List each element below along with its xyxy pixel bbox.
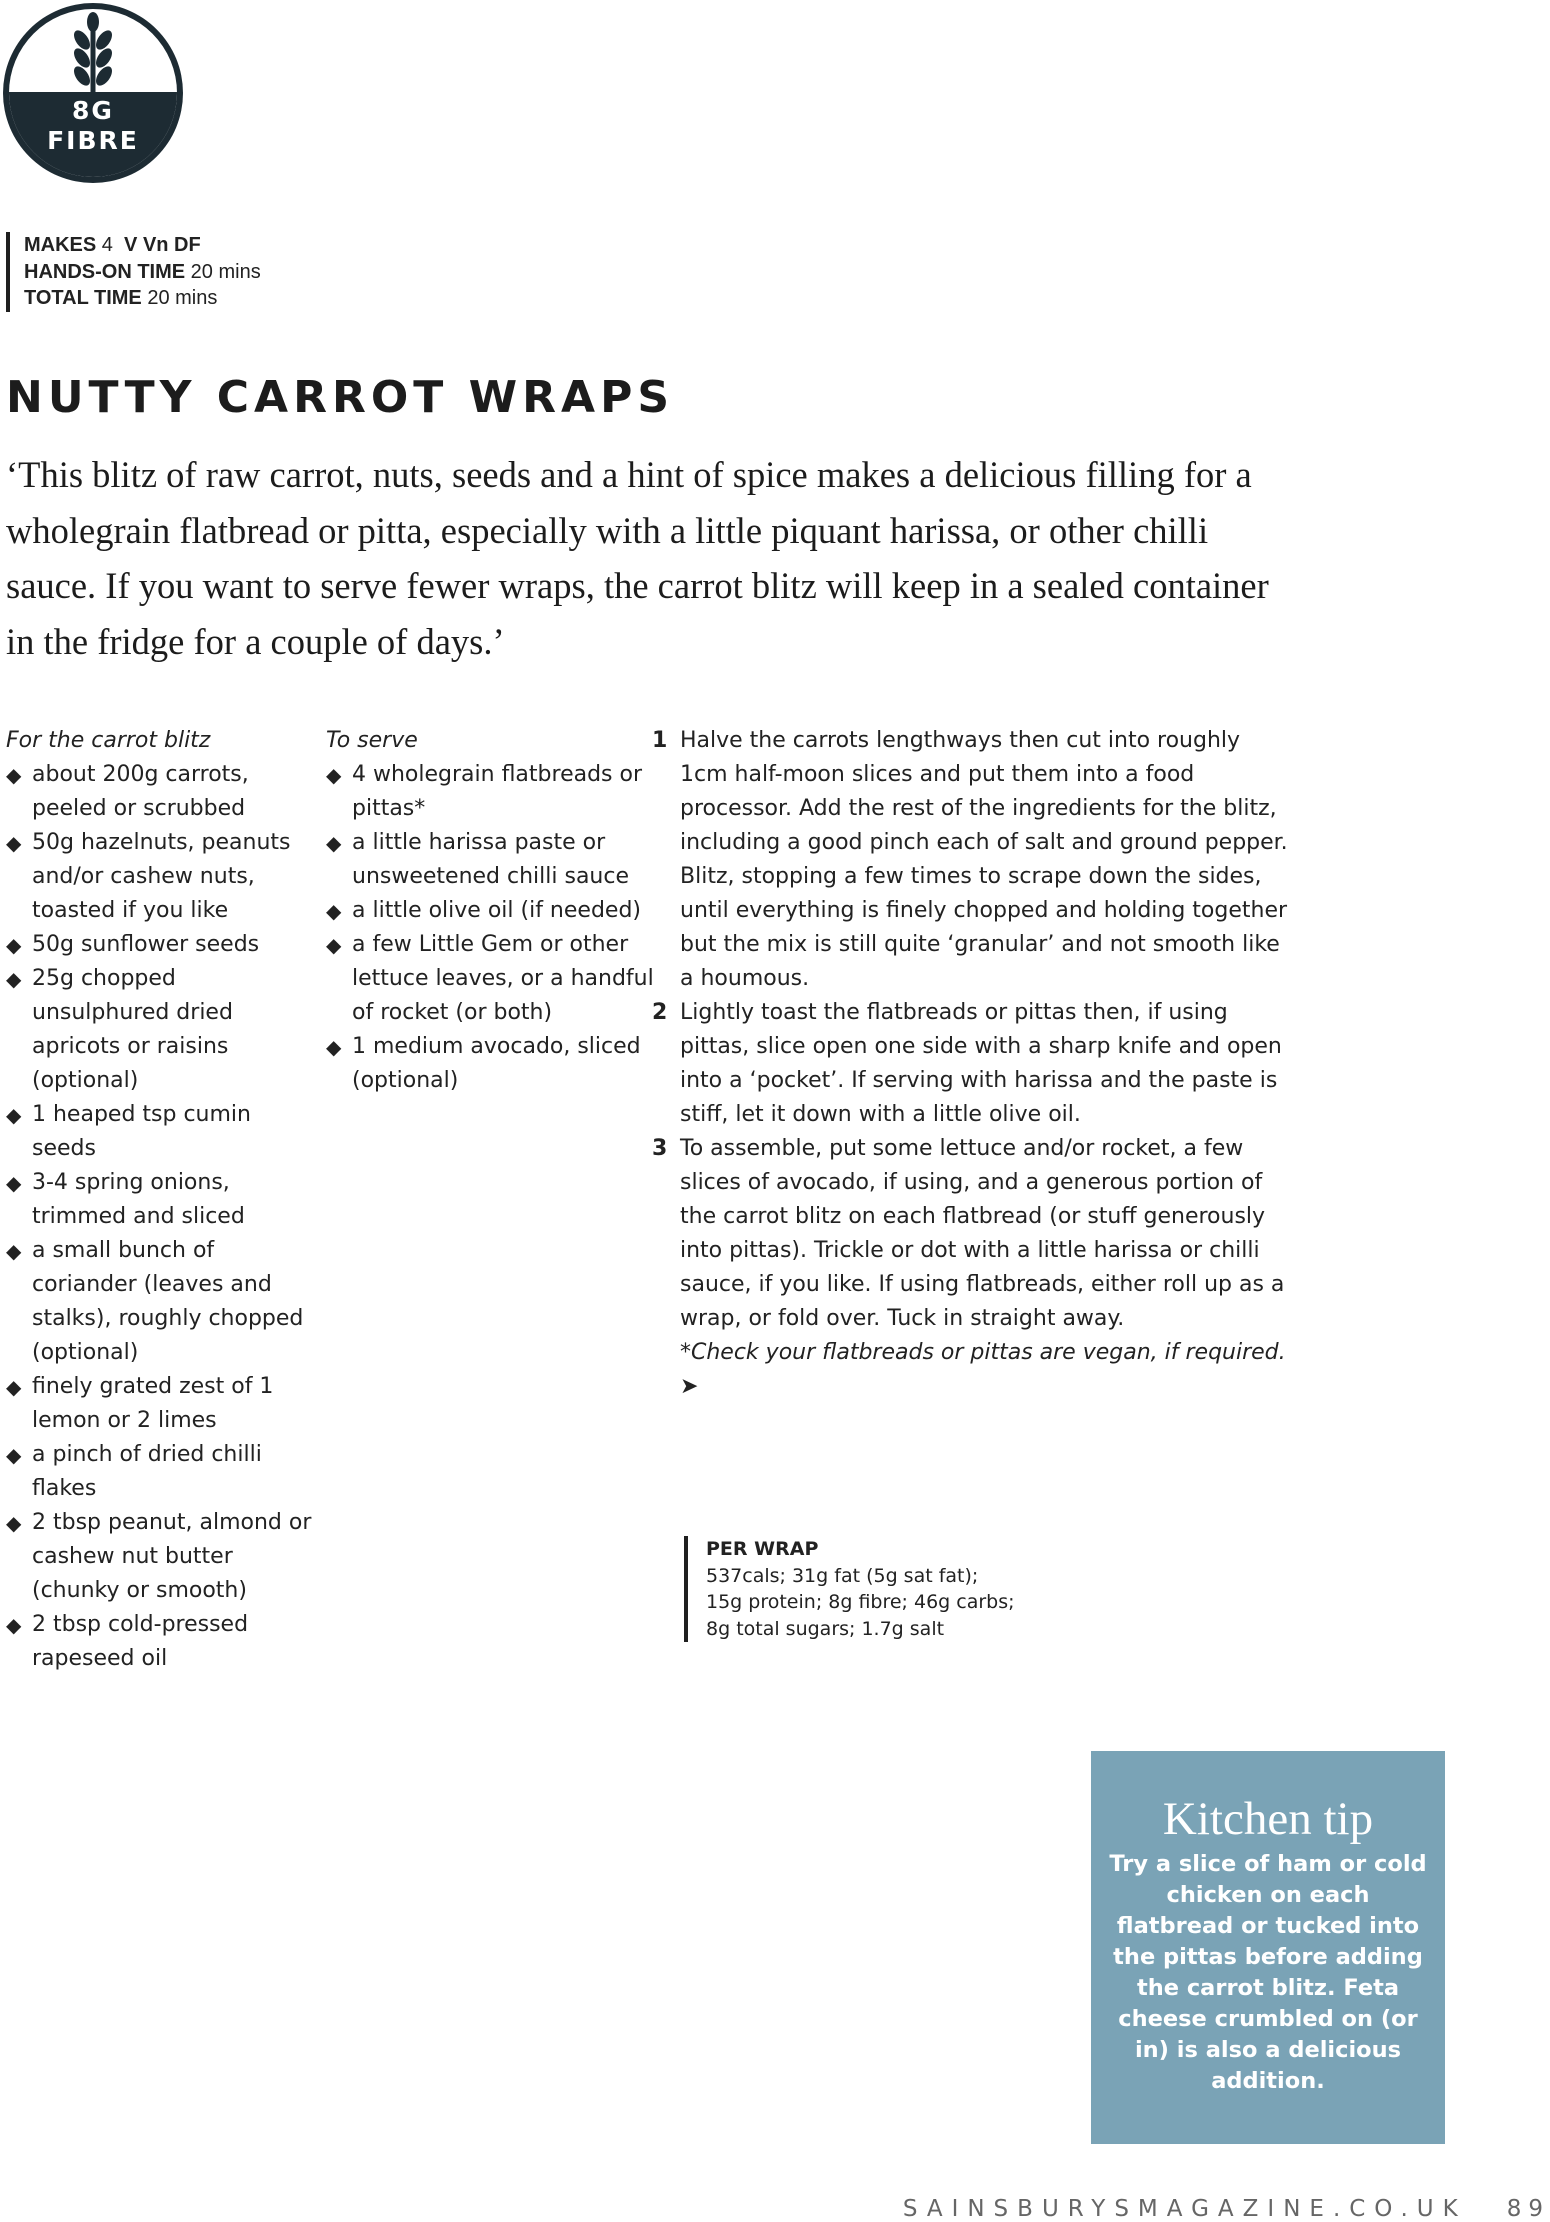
step-text: Halve the carrots lengthways then cut into roughly 1cm half-moon slices and put them into a food processor. Add the rest of the ingredients for the blitz, including a good pinch each of salt and ground pepper. Blitz, stopping a few times to scrape down the sides, until everything is finely chopped and holding together but the mix is still quite ‘granular’ and not smooth like a houmous. [680,728,1288,991]
ingredients-serve-heading: To serve [326,728,418,753]
ingredient-item [326,758,656,826]
nutrition-line: 15g protein; 8g fibre; 46g carbs; [706,1591,1015,1613]
diamond-bullet-icon: ◆ [6,1171,22,1195]
diamond-bullet-icon: ◆ [6,967,22,991]
recipe-title: NUTTY CARROT WRAPS [6,372,675,423]
ingredient-item [6,1234,316,1370]
diamond-bullet-icon: ◆ [6,1511,22,1535]
ingredient-text: 50g sunflower seeds [32,932,260,957]
makes-value: 4 [101,234,113,256]
method-step [652,1132,1292,1336]
page-number: 89 [1506,2196,1550,2222]
ingredient-text: 4 wholegrain flatbreads or pittas* [352,762,643,821]
ingredient-text: finely grated zest of 1 lemon or 2 limes [32,1374,274,1433]
ingredient-text: a small bunch of coriander (leaves and stalks), roughly chopped (optional) [32,1238,304,1365]
ingredient-text: a little olive oil (if needed) [352,898,641,923]
recipe-intro: ‘This blitz of raw carrot, nuts, seeds and a hint of spice makes a delicious filling for a wholegrain flatbread or pitta, especially with a little piquant harissa, or other chilli sauce. If you want to serve fewer wraps, the carrot blitz will keep in a sealed container in the fridge for a couple of days.’ [6,454,1269,662]
ingredient-text: a little harissa paste or unsweetened chilli sauce [352,830,630,889]
hands-on-value: 20 mins [190,260,261,283]
badge-nutrient: FIBRE [47,126,139,155]
nutrition-line: 8g total sugars; 1.7g salt [706,1617,945,1640]
ingredient-text: 1 medium avocado, sliced (optional) [352,1034,641,1093]
hands-on-line [24,259,261,286]
ingredient-text: 3-4 spring onions, trimmed and sliced [32,1170,245,1229]
ingredient-text: a pinch of dried chilli flakes [32,1442,262,1501]
nutrition-heading: PER WRAP [706,1538,819,1560]
ingredient-text: 1 heaped tsp cumin seeds [32,1102,251,1161]
kitchen-tip-title: Kitchen tip [1162,1793,1374,1845]
ingredient-item [326,1030,656,1098]
ingredient-text: 25g chopped unsulphured dried apricots or raisins (optional) [32,966,233,1093]
nutrition-info [684,1536,1015,1642]
diamond-bullet-icon: ◆ [6,1239,22,1263]
ingredient-text: about 200g carrots, peeled or scrubbed [32,762,249,821]
ingredient-text: 2 tbsp cold-pressed rapeseed oil [32,1612,249,1671]
ingredient-item [326,894,656,928]
ingredients-blitz-list [6,758,316,1676]
vegan-note: *Check your flatbreads or pittas are vegan, if required. ➤ [680,1340,1286,1399]
diamond-bullet-icon: ◆ [6,933,22,957]
diamond-bullet-icon: ◆ [326,899,342,923]
ingredient-text: 50g hazelnuts, peanuts and/or cashew nuts, toasted if you like [32,830,291,923]
method-steps [652,724,1292,1336]
method [652,724,1292,1404]
diamond-bullet-icon: ◆ [6,763,22,787]
diet-tags: V Vn DF [124,234,201,256]
makes-label: MAKES [24,234,97,256]
diamond-bullet-icon: ◆ [6,1613,22,1637]
diamond-bullet-icon: ◆ [326,1035,342,1059]
step-number: 3 [652,1136,668,1161]
method-step [652,996,1292,1132]
nutrition-line: 537cals; 31g fat (5g sat fat); [706,1564,979,1587]
fibre-badge [0,0,186,186]
diamond-bullet-icon: ◆ [326,831,342,855]
diamond-bullet-icon: ◆ [6,1375,22,1399]
magazine-url: SAINSBURYSMAGAZINE.CO.UK [902,2196,1467,2222]
ingredient-item [6,1370,316,1438]
badge-amount: 8G [72,96,114,125]
diamond-bullet-icon: ◆ [6,1103,22,1127]
ingredient-item [6,1166,316,1234]
total-time-label: TOTAL TIME [24,287,142,309]
ingredient-text: 2 tbsp peanut, almond or cashew nut butter (chunky or smooth) [32,1510,312,1603]
ingredient-item [6,1608,316,1676]
badge-label [0,96,186,156]
step-text: To assemble, put some lettuce and/or rocket, a few slices of avocado, if using, and a generous portion of the carrot blitz on each flatbread (or stuff generously into pittas). Trickle or dot with a little harissa or chilli sauce, if you like. If using flatbreads, either roll up as a wrap, or fold over. Tuck in straight away. [680,1136,1285,1331]
method-step [652,724,1292,996]
ingredient-item [6,1098,316,1166]
ingredients-blitz [6,724,316,1676]
wheat-icon [0,0,186,186]
page-footer [903,2196,1550,2222]
diamond-bullet-icon: ◆ [326,933,342,957]
step-text: Lightly toast the flatbreads or pittas then, if using pittas, slice open one side with a sharp knife and open into a ‘pocket’. If serving with harissa and the paste is stiff, let it down with a little olive oil. [680,1000,1282,1127]
ingredient-item [6,826,316,928]
ingredient-item [6,928,316,962]
ingredients-blitz-heading: For the carrot blitz [6,728,211,753]
kitchen-tip-box [1091,1751,1445,2144]
ingredients-serve [326,724,656,1098]
step-number: 1 [652,728,668,753]
diamond-bullet-icon: ◆ [6,831,22,855]
ingredient-item [6,1438,316,1506]
ingredient-text: a few Little Gem or other lettuce leaves, or a handful of rocket (or both) [352,932,654,1025]
ingredient-item [6,962,316,1098]
diamond-bullet-icon: ◆ [326,763,342,787]
ingredient-item [6,758,316,826]
total-time-line [24,285,261,312]
ingredient-item [326,928,656,1030]
total-time-value: 20 mins [147,287,218,309]
ingredient-item [326,826,656,894]
ingredient-item [6,1506,316,1608]
ingredients-serve-list [326,758,656,1098]
recipe-meta [6,232,261,312]
diamond-bullet-icon: ◆ [6,1443,22,1467]
makes-line [24,232,261,259]
hands-on-label: HANDS-ON TIME [24,260,186,283]
step-number: 2 [652,1000,668,1025]
kitchen-tip-body: Try a slice of ham or cold chicken on each flatbread or tucked into the pittas before adding the carrot blitz. Feta cheese crumbled on (or in) is also a delicious addition. [1109,1851,1427,2094]
